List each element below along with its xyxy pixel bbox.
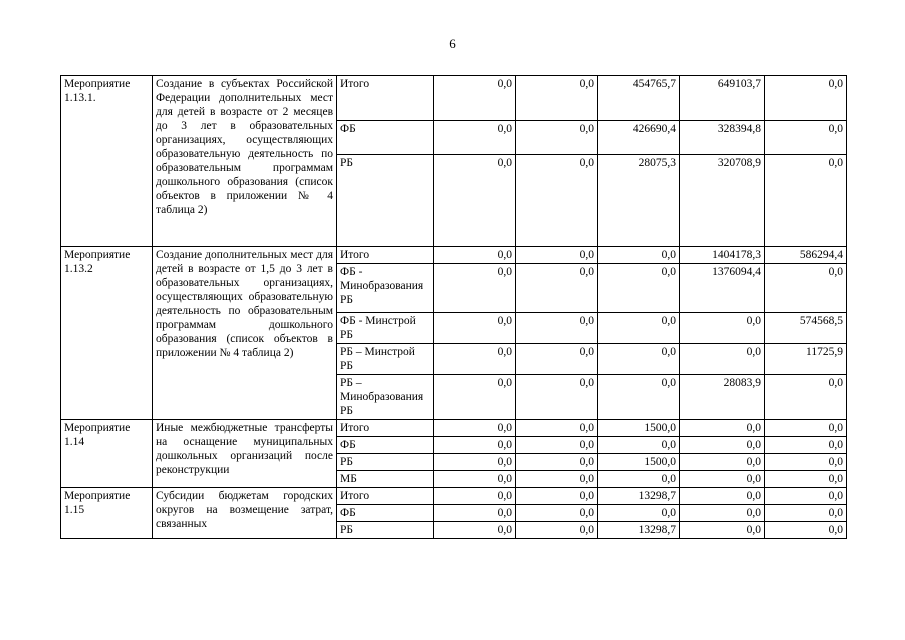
source-cell: РБ xyxy=(337,155,434,247)
value-cell: 1500,0 xyxy=(598,420,680,437)
value-cell: 0,0 xyxy=(765,471,847,488)
value-cell: 0,0 xyxy=(516,155,598,247)
value-cell: 1376094,4 xyxy=(680,264,765,313)
value-cell: 0,0 xyxy=(516,471,598,488)
value-cell: 0,0 xyxy=(434,437,516,454)
table-row xyxy=(61,76,847,121)
value-cell: 0,0 xyxy=(680,313,765,344)
value-cell: 426690,4 xyxy=(598,121,680,155)
source-cell: ФБ xyxy=(337,121,434,155)
source-cell: Итого xyxy=(337,420,434,437)
source-cell: РБ – Минобразования РБ xyxy=(337,375,434,420)
source-cell: ФБ - Минобразования РБ xyxy=(337,264,434,313)
value-cell: 0,0 xyxy=(598,505,680,522)
value-cell: 0,0 xyxy=(598,344,680,375)
measure-cell: Мероприятие 1.13.1. xyxy=(61,76,153,247)
value-cell: 0,0 xyxy=(680,454,765,471)
value-cell: 0,0 xyxy=(434,522,516,539)
value-cell: 0,0 xyxy=(516,313,598,344)
value-cell: 1500,0 xyxy=(598,454,680,471)
value-cell: 328394,8 xyxy=(680,121,765,155)
page-number: 6 xyxy=(449,36,456,51)
value-cell: 0,0 xyxy=(680,420,765,437)
description-cell: Создание в субъектах Российской Федерации дополнительных мест для детей в возрасте от 2 месяцев до 3 лет в образовательных организациях, осуществляющих образовательную деятельность по образовательным программам дошкольного образования (список объектов в приложении № 4 таблица 2) xyxy=(153,76,337,247)
source-cell: ФБ - Минстрой РБ xyxy=(337,313,434,344)
source-cell: ФБ xyxy=(337,505,434,522)
value-cell: 0,0 xyxy=(434,344,516,375)
source-cell: Итого xyxy=(337,247,434,264)
value-cell: 0,0 xyxy=(434,313,516,344)
value-cell: 0,0 xyxy=(434,155,516,247)
value-cell: 454765,7 xyxy=(598,76,680,121)
table-row xyxy=(61,247,847,264)
value-cell: 0,0 xyxy=(680,522,765,539)
value-cell: 0,0 xyxy=(765,375,847,420)
value-cell: 574568,5 xyxy=(765,313,847,344)
value-cell: 0,0 xyxy=(434,488,516,505)
source-cell: Итого xyxy=(337,76,434,121)
value-cell: 0,0 xyxy=(434,505,516,522)
value-cell: 0,0 xyxy=(765,505,847,522)
value-cell: 1404178,3 xyxy=(680,247,765,264)
source-cell: ФБ xyxy=(337,437,434,454)
source-cell: РБ – Минстрой РБ xyxy=(337,344,434,375)
value-cell: 0,0 xyxy=(765,454,847,471)
value-cell: 0,0 xyxy=(765,437,847,454)
value-cell: 0,0 xyxy=(680,488,765,505)
value-cell: 0,0 xyxy=(765,121,847,155)
value-cell: 0,0 xyxy=(598,247,680,264)
description-cell: Субсидии бюджетам городских округов на возмещение затрат, связанных xyxy=(153,488,337,539)
value-cell: 320708,9 xyxy=(680,155,765,247)
source-cell: МБ xyxy=(337,471,434,488)
measure-cell: Мероприятие 1.13.2 xyxy=(61,247,153,420)
table-row xyxy=(61,488,847,505)
value-cell: 0,0 xyxy=(598,264,680,313)
value-cell: 0,0 xyxy=(516,264,598,313)
value-cell: 0,0 xyxy=(765,488,847,505)
source-cell: РБ xyxy=(337,522,434,539)
value-cell: 0,0 xyxy=(680,437,765,454)
source-cell: РБ xyxy=(337,454,434,471)
value-cell: 0,0 xyxy=(765,522,847,539)
budget-table xyxy=(60,75,847,539)
value-cell: 0,0 xyxy=(434,264,516,313)
value-cell: 0,0 xyxy=(598,313,680,344)
value-cell: 0,0 xyxy=(516,522,598,539)
value-cell: 0,0 xyxy=(765,264,847,313)
value-cell: 28075,3 xyxy=(598,155,680,247)
value-cell: 0,0 xyxy=(434,375,516,420)
value-cell: 586294,4 xyxy=(765,247,847,264)
description-cell: Иные межбюджетные трансферты на оснащение муниципальных дошкольных организаций после реконструкции xyxy=(153,420,337,488)
value-cell: 649103,7 xyxy=(680,76,765,121)
value-cell: 0,0 xyxy=(434,247,516,264)
description-cell: Создание дополнительных мест для детей в возрасте от 1,5 до 3 лет в образовательных организациях, осуществляющих образовательную деятельность по образовательным программам дошкольного образования (список объектов в приложении № 4 таблица 2) xyxy=(153,247,337,420)
value-cell: 0,0 xyxy=(680,471,765,488)
value-cell: 0,0 xyxy=(516,420,598,437)
value-cell: 0,0 xyxy=(516,344,598,375)
value-cell: 0,0 xyxy=(598,471,680,488)
value-cell: 0,0 xyxy=(434,76,516,121)
value-cell: 0,0 xyxy=(516,247,598,264)
value-cell: 0,0 xyxy=(516,454,598,471)
value-cell: 0,0 xyxy=(765,155,847,247)
value-cell: 0,0 xyxy=(680,344,765,375)
value-cell: 0,0 xyxy=(516,505,598,522)
value-cell: 0,0 xyxy=(516,437,598,454)
value-cell: 0,0 xyxy=(765,76,847,121)
value-cell: 13298,7 xyxy=(598,522,680,539)
measure-cell: Мероприятие 1.15 xyxy=(61,488,153,539)
value-cell: 0,0 xyxy=(598,437,680,454)
table-row xyxy=(61,420,847,437)
value-cell: 0,0 xyxy=(516,375,598,420)
value-cell: 0,0 xyxy=(516,121,598,155)
value-cell: 0,0 xyxy=(434,471,516,488)
source-cell: Итого xyxy=(337,488,434,505)
value-cell: 0,0 xyxy=(680,505,765,522)
value-cell: 0,0 xyxy=(434,420,516,437)
value-cell: 13298,7 xyxy=(598,488,680,505)
value-cell: 0,0 xyxy=(516,76,598,121)
measure-cell: Мероприятие 1.14 xyxy=(61,420,153,488)
value-cell: 11725,9 xyxy=(765,344,847,375)
value-cell: 0,0 xyxy=(598,375,680,420)
value-cell: 0,0 xyxy=(434,454,516,471)
value-cell: 0,0 xyxy=(434,121,516,155)
value-cell: 0,0 xyxy=(516,488,598,505)
value-cell: 28083,9 xyxy=(680,375,765,420)
value-cell: 0,0 xyxy=(765,420,847,437)
